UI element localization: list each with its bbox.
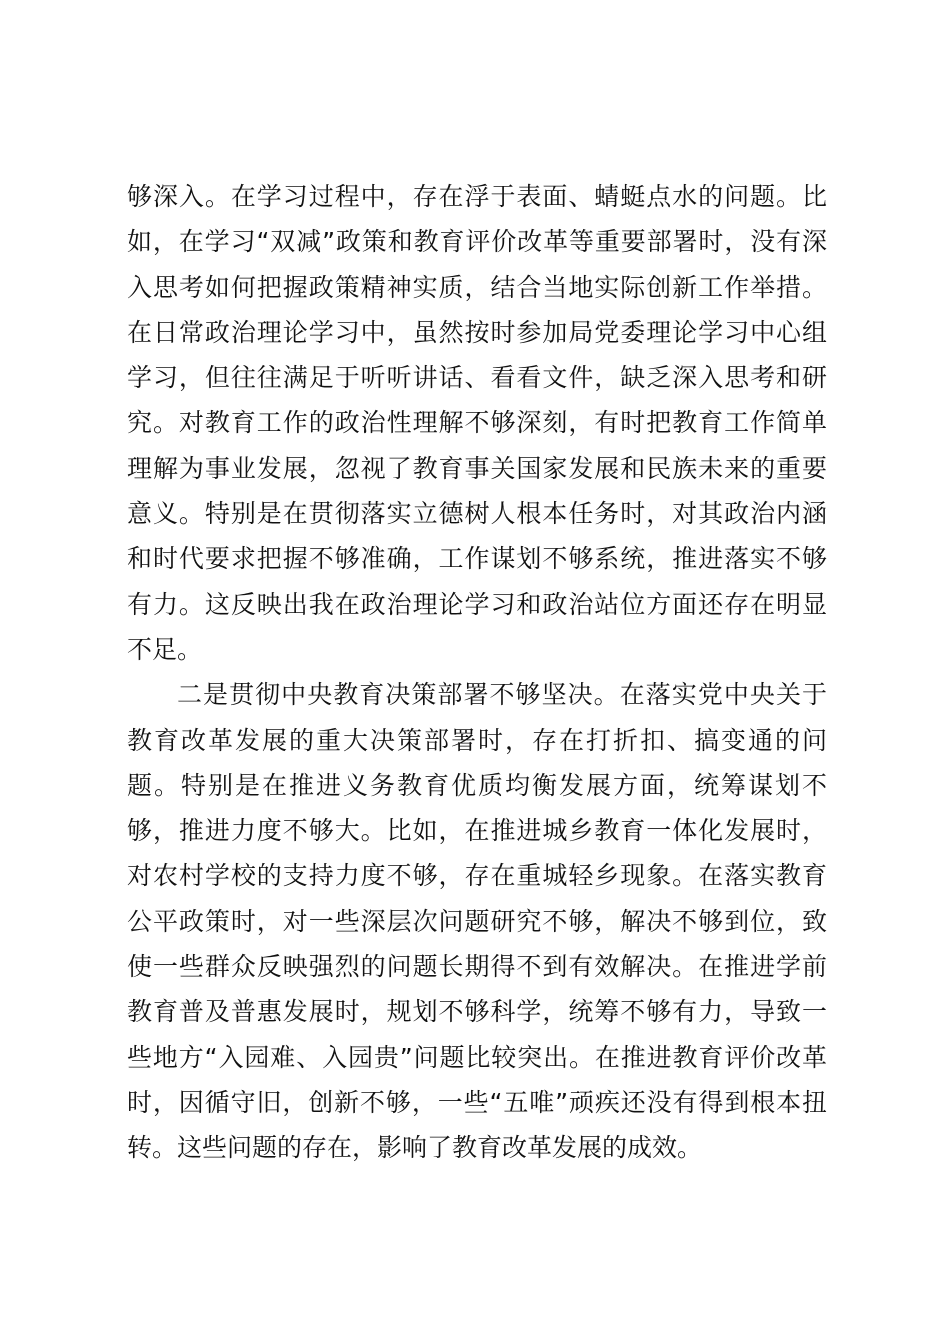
text-line: 和时代要求把握不够准确，工作谋划不够系统，推进落实不够 — [127, 544, 827, 574]
text-line: 有力。这反映出我在政治理论学习和政治站位方面还存在明显 — [127, 589, 827, 619]
text-line: 够深入。在学习过程中，存在浮于表面、蜻蜓点水的问题。比 — [127, 182, 827, 211]
text-line: 如，在学习“双减”政策和教育评价改革等重要部署时，没有深 — [127, 227, 827, 257]
text-line: 够，推进力度不够大。比如，在推进城乡教育一体化发展时， — [127, 816, 827, 846]
text-line: 不足。 — [127, 634, 203, 664]
text-line: 公平政策时，对一些深层次问题研究不够，解决不够到位，致 — [127, 906, 827, 936]
text-line: 教育普及普惠发展时，规划不够科学，统筹不够有力，导致一 — [127, 997, 827, 1027]
paragraph-first-line: 二是贯彻中央教育决策部署不够坚决。在落实党中央关于 — [177, 680, 827, 710]
text-line: 使一些群众反映强烈的问题长期得不到有效解决。在推进学前 — [127, 952, 827, 982]
body-text — [127, 174, 827, 1171]
text-line: 学习，但往往满足于听听讲话、看看文件，缺乏深入思考和研 — [127, 363, 827, 393]
text-line: 在日常政治理论学习中，虽然按时参加局党委理论学习中心组 — [127, 317, 827, 347]
text-line: 题。特别是在推进义务教育优质均衡发展方面，统筹谋划不 — [127, 770, 827, 800]
text-line: 理解为事业发展，忽视了教育事关国家发展和民族未来的重要 — [127, 453, 827, 483]
text-line: 究。对教育工作的政治性理解不够深刻，有时把教育工作简单 — [127, 408, 827, 438]
text-line: 转。这些问题的存在，影响了教育改革发展的成效。 — [127, 1133, 703, 1163]
text-line: 时，因循守旧，创新不够，一些“五唯”顽疾还没有得到根本扭 — [127, 1087, 827, 1117]
text-line: 对农村学校的支持力度不够，存在重城轻乡现象。在落实教育 — [127, 861, 827, 891]
text-line: 意义。特别是在贯彻落实立德树人根本任务时，对其政治内涵 — [127, 499, 827, 529]
text-line: 入思考如何把握政策精神实质，结合当地实际创新工作举措。 — [127, 272, 827, 302]
text-line: 教育改革发展的重大决策部署时，存在打折扣、搞变通的问 — [127, 725, 827, 755]
text-line: 些地方“入园难、入园贵”问题比较突出。在推进教育评价改革 — [127, 1042, 827, 1072]
